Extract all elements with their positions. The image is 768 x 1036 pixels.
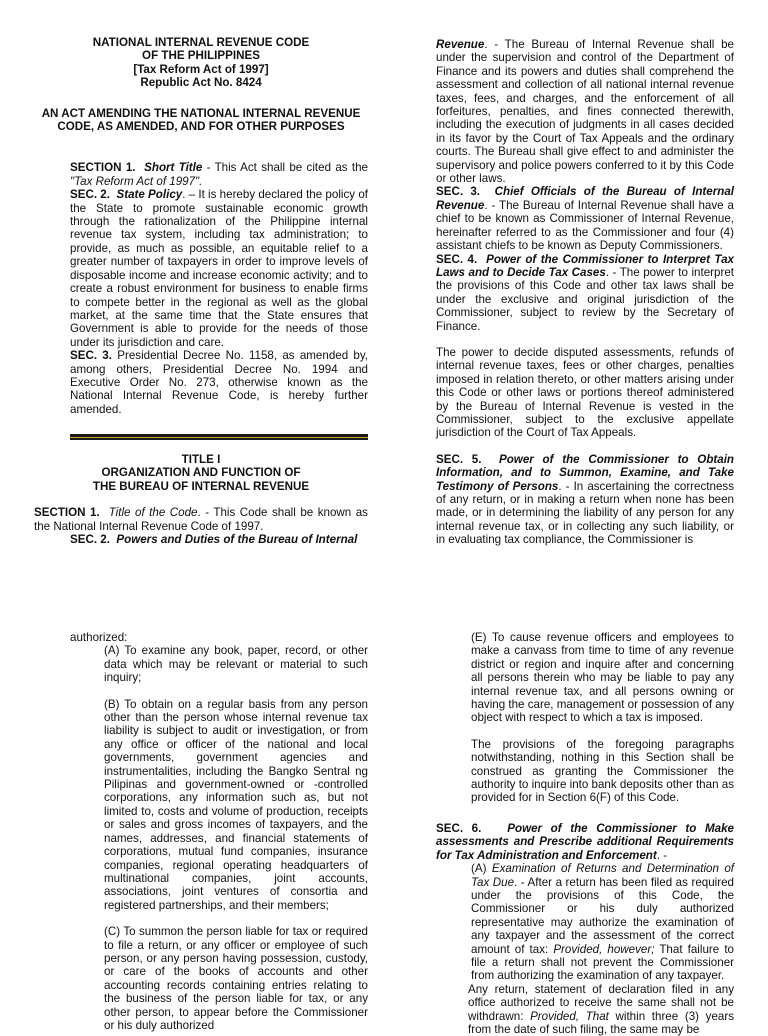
preamble-sections xyxy=(34,161,368,416)
section-6-subsections xyxy=(436,862,734,983)
authorized-text: authorized: xyxy=(70,631,128,644)
page-2 xyxy=(0,616,768,1036)
section-text: . - This Code shall be known as the National Internal Revenue Code of 1997. xyxy=(34,506,368,533)
subsection-text: . - After a return has been filed as required under the provisions of this Code, the Commissioner or his duly authorized representative may authorize the examination of any taxpayer and the assessment of the correct amount of tax: xyxy=(471,875,734,956)
header-line-2: OF THE PHILIPPINES xyxy=(142,49,260,63)
section-1-short-title xyxy=(70,161,368,188)
subsection-title: Examination of Returns and Determination of Tax Due xyxy=(471,862,734,889)
section-label: SEC. 2. xyxy=(70,188,110,202)
title-i-line-1: TITLE I xyxy=(181,453,221,466)
section-label: SEC. 2. xyxy=(70,533,110,547)
section-quote: "Tax Reform Act of 1997". xyxy=(70,174,203,188)
section-6a xyxy=(471,862,734,983)
section-text: Presidential Decree No. 1158, as amended by, among others, Presidential Decree No. 1994 and Executive Order No. 273, otherwise known as the National Internal Revenue Code, is hereby further amended. xyxy=(70,349,369,416)
section-label: SEC. 3. xyxy=(436,185,481,199)
section-3-chief-officials xyxy=(436,185,734,252)
title-i-block xyxy=(34,453,368,546)
header-line-3: [Tax Reform Act of 1997] xyxy=(133,62,269,76)
section-5-obtain-information xyxy=(436,453,734,547)
code-section-1 xyxy=(34,506,368,533)
section-title: Power of the Commissioner to Make assessments and Prescribe additional Requirements for Tax Administration and Enforcement xyxy=(436,821,734,862)
section-label: SEC. 5. xyxy=(436,452,482,466)
header-line-4: Republic Act No. 8424 xyxy=(140,76,262,90)
power-e-block xyxy=(436,631,734,805)
section-title: Chief Officials of the Bureau of Internal Revenue xyxy=(436,185,734,212)
section-title: Powers and Duties of the Bureau of Internal xyxy=(116,533,358,547)
section-text: - This Act shall be cited as the xyxy=(202,161,368,175)
power-a: (A) To examine any book, paper, record, or other data which may be relevant or material to such inquiry; xyxy=(104,644,368,685)
section-4-paragraph-2: The power to decide disputed assessments, refunds of internal revenue taxes, fees or other charges, penalties imposed in relation thereto, or other matters arising under this Code or other laws or portions thereof administered by the Bureau of Internal Revenue is vested in the Commissioner, subject to the exclusive appellate jurisdiction of the Court of Tax Appeals. xyxy=(436,345,734,440)
section-2-continued xyxy=(436,38,734,185)
section-6-assessments xyxy=(436,822,734,862)
power-e: (E) To cause revenue officers and employees to make a canvass from time to time of any revenue district or region and inquire after and concerning all persons therein who may be liable to pay any internal revenue tax, and all persons owning or having the care, management or possession of any object with respect to which a tax is imposed. xyxy=(471,631,734,725)
proviso: Provided, however; xyxy=(553,942,655,956)
code-section-2 xyxy=(34,533,368,546)
section-title: Revenue xyxy=(436,38,485,51)
section-label: SECTION 1. xyxy=(70,161,136,175)
section-title: Short Title xyxy=(144,161,203,175)
section-label: SEC. 6. xyxy=(436,821,482,835)
any-return-paragraph xyxy=(436,983,734,1036)
section-title: Power of the Commissioner to Obtain Information, and to Summon, Examine, and Take Testimony of Persons xyxy=(436,452,735,493)
power-b: (B) To obtain on a regular basis from any person other than the person whose internal revenue tax liability is subject to audit or investigation, or from any office or officer of the national and local governments, government agencies and instrumentalities, including the Bangko Sentral ng Pilipinas and government-owned or -controlled corporations, any information such as, but not limited to, costs and volume of production, receipts or sales and gross incomes of taxpayers, and the names, addresses, and financial statements of corporations, mutual fund companies, insurance companies, regional operating headquarters of multinational companies, joint accounts, associations, joint ventures of consortia and registered partnerships, and their members; xyxy=(104,697,368,912)
left-column-page2 xyxy=(70,631,368,1032)
title-i-line-3: THE BUREAU OF INTERNAL REVENUE xyxy=(92,479,310,493)
section-text: . - The power to interpret the provisions of this Code and other tax laws shall be under the exclusive and original jurisdiction of the Commissioner, subject to review by the Secretary of Finance. xyxy=(436,265,734,333)
paragraph-text-2: within three (3) years from the date of such filing, the same may be xyxy=(468,1009,734,1036)
paragraph-text: Any return, statement of declaration filed in any office authorized to receive the same shall not be withdrawn: xyxy=(468,982,734,1023)
act-title-line-2: CODE, AS AMENDED, AND FOR OTHER PURPOSES xyxy=(57,120,345,134)
subsection-label: (A) xyxy=(471,862,492,876)
power-c: (C) To summon the person liable for tax or required to file a return, or any officer or employee of such person, or any person having possession, custody, or care of the books of accounts and other accounting records containing entries relating to the business of the person liable for tax, or any other person, to appear before the Commissioner or his duly authorized xyxy=(104,925,368,1032)
right-column-page2 xyxy=(436,631,734,1036)
header-line-1: NATIONAL INTERNAL REVENUE CODE xyxy=(92,36,310,49)
section-text: . – It is hereby declared the policy of the State to promote sustainable economic growth through the rationalization of the Philippine internal revenue tax system, including tax administration; to provide, as much as possible, an equitable relief to a greater number of taxpayers in order to improve levels of disposable income and increase economic activity; and to create a robust environment for business to enable firms to compete better in the regional as well as the global market, at the same time that the State ensures that Government is able to provide for the needs of those under its jurisdiction and care. xyxy=(70,188,368,349)
divider-rule xyxy=(70,434,368,440)
powers-list xyxy=(70,644,368,1032)
right-column-page1 xyxy=(436,38,734,547)
section-title: Title of the Code xyxy=(108,506,198,520)
section-text: . - xyxy=(656,848,668,862)
page-gap xyxy=(0,560,768,616)
section-title: Power of the Commissioner to Interpret Tax Laws and to Decide Tax Cases xyxy=(436,252,734,279)
section-text: . - The Bureau of Internal Revenue shall be under the supervision and control of the Department of Finance and its powers and duties shall comprehend the assessment and collection of all national internal revenue taxes, fees, and charges, and the enforcement of all forfeitures, penalties, and fines connected therewith, including the execution of judgments in all cases decided in its favor by the Court of Tax Appeals and the ordinary courts. The Bureau shall give effect to and administer the supervisory and police powers conferred to it by this Code or other laws. xyxy=(436,38,734,186)
subsection-text-2: That failure to file a return shall not prevent the Commissioner from authorizing the examination of any taxpayer. xyxy=(471,942,734,983)
section-3-amendment xyxy=(70,349,368,416)
provisions-paragraph: The provisions of the foregoing paragraphs notwithstanding, nothing in this Section shall be construed as granting the Commissioner the authority to inquire into bank deposits other than as provided for in Section 6(F) of this Code. xyxy=(471,737,734,805)
act-title-line-1: AN ACT AMENDING THE NATIONAL INTERNAL REVENUE xyxy=(41,106,361,120)
left-column-page1 xyxy=(34,36,368,416)
proviso: Provided, That xyxy=(530,1009,609,1023)
section-2-state-policy xyxy=(70,188,368,349)
section-4-interpret xyxy=(436,253,734,333)
section-label: SECTION 1. xyxy=(34,506,100,520)
title-i-line-2: ORGANIZATION AND FUNCTION OF xyxy=(101,466,301,480)
section-text: . - In ascertaining the correctness of any return, or in making a return when none has been made, or in determining the liability of any person for any internal revenue tax, or in collecting any such liability, or in evaluating tax compliance, the Commissioner is xyxy=(436,479,734,547)
act-title xyxy=(34,103,368,134)
title-i-heading xyxy=(34,453,368,493)
section-label: SEC. 3. xyxy=(70,349,112,363)
section-label: SEC. 4. xyxy=(436,252,478,266)
document-header xyxy=(34,36,368,90)
section-title: State Policy xyxy=(116,188,183,202)
section-text: . - The Bureau of Internal Revenue shall have a chief to be known as Commissioner of Internal Revenue, hereinafter referred to as the Commissioner and four (4) assistant chiefs to be known as Deputy Commissioners. xyxy=(436,198,734,253)
